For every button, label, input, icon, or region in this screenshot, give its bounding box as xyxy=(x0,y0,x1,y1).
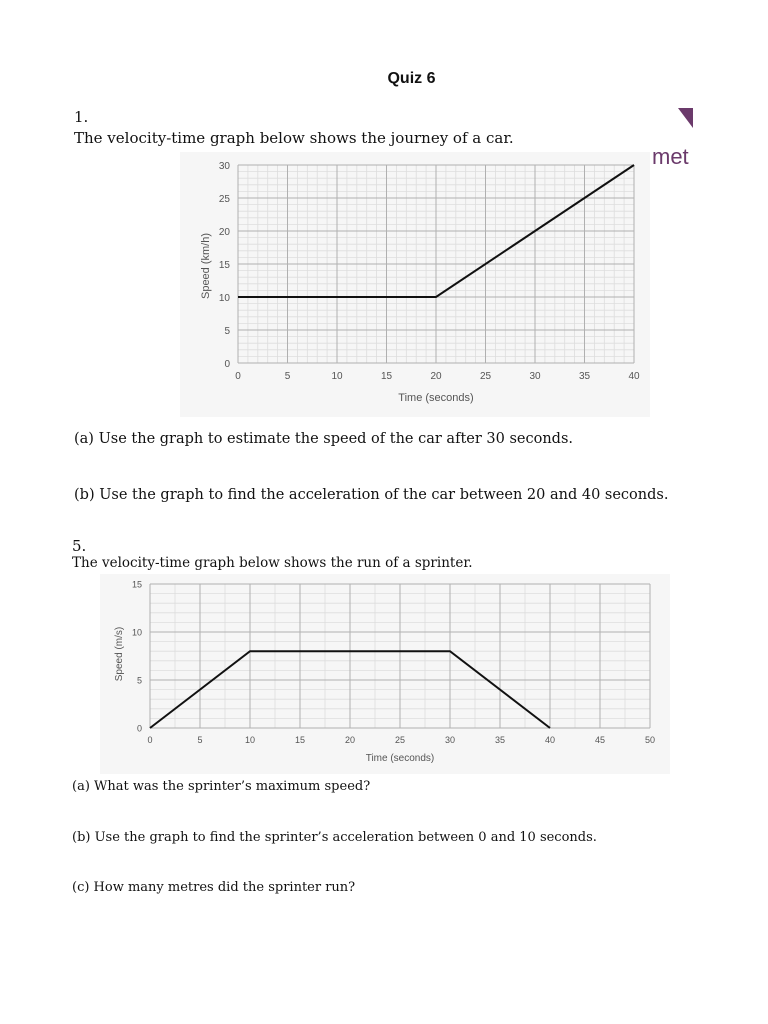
question-5-number: 5. xyxy=(72,537,87,555)
y-tick-label: 20 xyxy=(218,227,230,238)
x-tick-label: 15 xyxy=(380,371,393,382)
x-tick-label: 5 xyxy=(197,735,203,745)
x-tick-label: 0 xyxy=(147,735,153,745)
x-tick-label: 20 xyxy=(344,735,356,745)
brand-logo-mark xyxy=(678,108,693,128)
y-tick-label: 5 xyxy=(136,675,142,686)
y-tick-label: 25 xyxy=(218,194,230,205)
x-tick-label: 35 xyxy=(494,735,506,745)
y-tick-label: 10 xyxy=(218,293,230,304)
y-axis-label: Speed (km/h) xyxy=(200,232,212,300)
x-tick-label: 30 xyxy=(444,735,456,745)
x-tick-label: 0 xyxy=(235,371,241,382)
brand-logo-text: met xyxy=(652,144,689,169)
x-tick-label: 10 xyxy=(331,371,343,382)
x-tick-label: 25 xyxy=(394,735,406,745)
question-5-part-a: (a) What was the sprinter’s maximum speed? xyxy=(72,779,371,794)
x-tick-label: 10 xyxy=(244,735,256,745)
x-tick-label: 25 xyxy=(479,371,492,382)
question-5-part-c: (c) How many metres did the sprinter run? xyxy=(72,880,356,895)
question-1-part-a: (a) Use the graph to estimate the speed of the car after 30 seconds. xyxy=(74,431,573,447)
x-tick-label: 20 xyxy=(430,371,442,382)
question-1-number: 1. xyxy=(74,108,89,126)
x-tick-label: 50 xyxy=(644,735,656,745)
y-axis-label: Speed (m/s) xyxy=(114,626,125,682)
quiz-title: Quiz 6 xyxy=(387,70,436,87)
y-tick-label: 5 xyxy=(224,326,230,337)
x-tick-label: 15 xyxy=(294,735,306,745)
x-axis-label: Time (seconds) xyxy=(398,392,474,404)
y-tick-label: 10 xyxy=(131,627,142,638)
question-5-part-b: (b) Use the graph to find the sprinter’s acceleration between 0 and 10 seconds. xyxy=(72,830,597,845)
y-tick-label: 0 xyxy=(136,723,142,734)
y-tick-label: 15 xyxy=(131,579,142,590)
y-tick-label: 15 xyxy=(218,260,230,271)
x-tick-label: 45 xyxy=(594,735,606,745)
x-tick-label: 5 xyxy=(284,371,291,382)
y-tick-label: 30 xyxy=(218,161,230,172)
x-tick-label: 40 xyxy=(628,371,640,382)
chart-background xyxy=(100,574,670,774)
chart-car-velocity xyxy=(180,152,650,417)
x-tick-label: 30 xyxy=(529,371,541,382)
question-1-stem: The velocity-time graph below shows the journey of a car. xyxy=(74,129,514,147)
y-tick-label: 0 xyxy=(224,359,230,370)
x-axis-label: Time (seconds) xyxy=(365,753,435,764)
x-tick-label: 40 xyxy=(544,735,556,745)
question-1-part-b: (b) Use the graph to find the acceleration of the car between 20 and 40 seconds. xyxy=(74,487,669,503)
x-tick-label: 35 xyxy=(578,371,591,382)
chart-sprinter-velocity xyxy=(100,574,670,774)
question-5-stem: The velocity-time graph below shows the run of a sprinter. xyxy=(72,555,473,571)
